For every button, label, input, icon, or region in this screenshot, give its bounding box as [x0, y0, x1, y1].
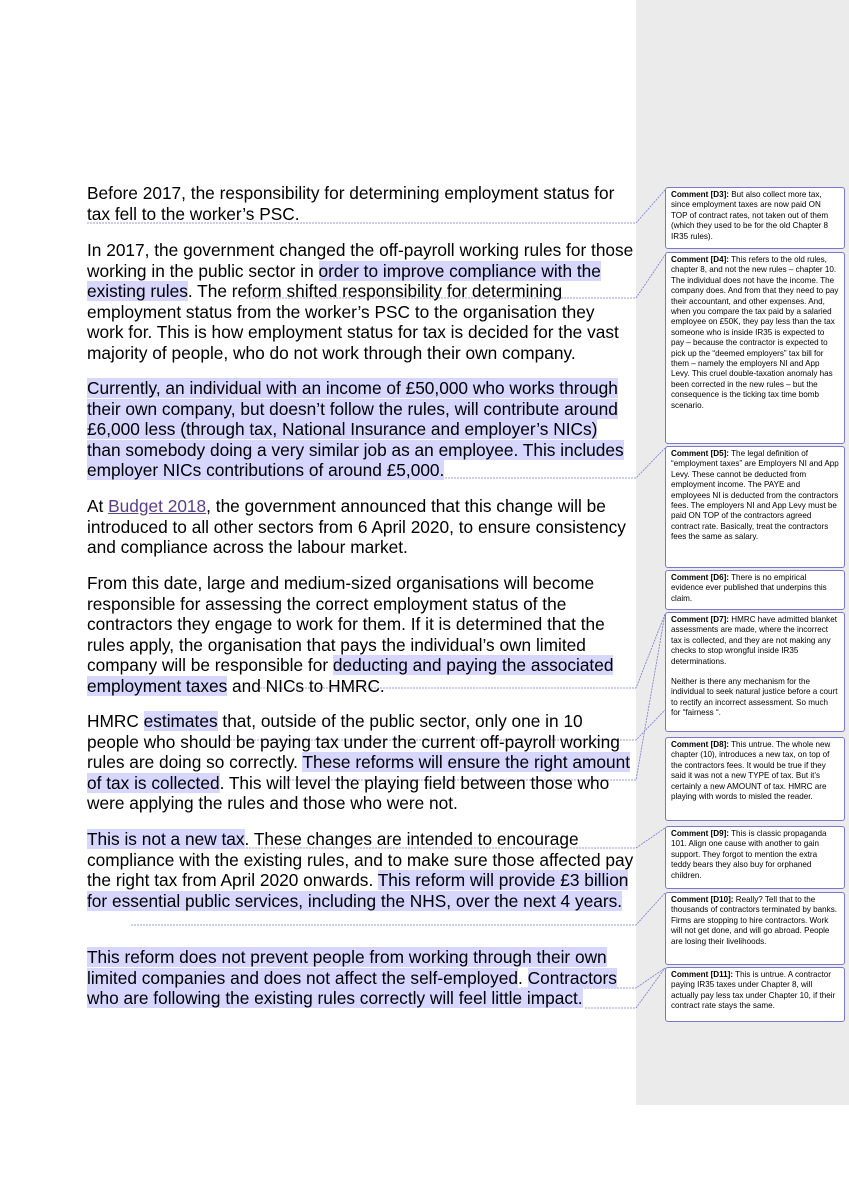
comment-d6-label: Comment [D6]:: [671, 573, 730, 582]
paragraph-5-text-a: From this date, large and medium-sized organisations will become responsible for assessing the correct employment status of the contractors they engage to work for them. If it is determined that the rules apply, the organisation that pays the individual’s own limited company will be responsible for: [87, 573, 605, 675]
paragraph-5-text-c: and NICs to HMRC.: [227, 675, 385, 696]
comment-d9-label: Comment [D9]:: [671, 829, 730, 838]
comment-d8[interactable]: [665, 737, 845, 821]
paragraph-2-highlight[interactable]: order to improve compliance with the existing rules: [87, 260, 601, 301]
comment-d11[interactable]: [665, 967, 845, 1022]
paragraph-1-text: Before 2017, the responsibility for determining employment status for tax fell to the worker’s PSC.: [87, 183, 615, 224]
comment-d6[interactable]: [665, 570, 845, 610]
paragraph-5-highlight[interactable]: deducting and paying the associated employment taxes: [87, 655, 614, 696]
paragraph-6-text-e: . This will level the playing field between those who were applying the rules and those who were not.: [87, 772, 610, 813]
comment-d6-text: There is no empirical evidence ever published that underpins this claim.: [671, 573, 827, 603]
comment-d5[interactable]: [665, 446, 845, 568]
comment-d9-text: This is classic propaganda 101. Align one cause with another to gain support. They forgot to mention the extra teddy bears they also buy for orphaned children.: [671, 829, 827, 880]
paragraph-7-text-b: . These changes are intended to encourage compliance with the existing rules, and to make sure those affected pay the right tax from April 2020 onwards.: [87, 829, 634, 890]
paragraph-8-highlight-contractors[interactable]: Contractors who are following the existing rules correctly will feel little impact.: [87, 967, 617, 1008]
paragraph-6: [87, 711, 635, 814]
paragraph-7-highlight-not-new-tax[interactable]: This is not a new tax: [87, 829, 245, 849]
comment-d4-text: This refers to the old rules, chapter 8, and not the new rules – chapter 10. The individual does not have the income. The company does. And from that they need to pay their accountant, and other expenses. And, when you compare the tax paid by a salaried employee on £50K, they pay less than the tax someone who is inside IR35 is expected to pay – because the contractor is expected to pick up the “deemed employers” tax bill for them – namely the employers NI and App Levy. This cruel double-taxation anomaly has been corrected in the new rules – but the consequence is the ticking tax time bomb scenario.: [671, 255, 839, 410]
comment-d3[interactable]: [665, 187, 845, 249]
paragraph-1: [87, 183, 635, 224]
comment-d9[interactable]: [665, 826, 845, 889]
paragraph-2-text-c: . The reform shifted responsibility for determining employment status from the worker’s PSC to the organisation they work for. This is how employment status for tax is decided for the vast majority of people, who do not work through their own company.: [87, 281, 619, 363]
paragraph-4: [87, 496, 635, 558]
paragraph-8-text-b: .: [518, 967, 528, 988]
comment-d3-text: But also collect more tax, since employment taxes are now paid ON TOP of contract rates, not taken out of them (which they used to be for the old Chapter 8 IR35 rules).: [671, 190, 829, 241]
comment-d4[interactable]: [665, 252, 845, 444]
comment-d3-label: Comment [D3]:: [671, 190, 730, 199]
comment-d4-label: Comment [D4]:: [671, 255, 730, 264]
paragraph-4-text-c: , the government announced that this change will be introduced to all other sectors from 6 April 2020, to ensure consistency and compliance across the labour market.: [87, 496, 626, 557]
paragraph-4-text-a: At: [87, 496, 109, 516]
budget-2018-link[interactable]: Budget 2018: [108, 496, 207, 516]
paragraph-8-highlight-self-employed[interactable]: This reform does not prevent people from working through their own limited companies and does not affect the self-employed: [87, 947, 607, 988]
comment-d11-text: This is untrue. A contractor paying IR35 taxes under Chapter 8, will actually pay less tax under Chapter 10, if their contract rate stays the same.: [671, 970, 836, 1011]
comment-d5-label: Comment [D5]:: [671, 449, 730, 458]
paragraph-6-text-a: HMRC: [87, 711, 144, 731]
paragraph-5: [87, 573, 635, 696]
paragraph-3-highlight[interactable]: Currently, an individual with an income of £50,000 who works through their own company, but doesn’t follow the rules, will contribute around £6,000 less (through tax, National Insurance and employer’s NICs) than somebody doing a very similar job as an employee. This includes employer NICs contributions of around £5,000.: [87, 378, 624, 480]
paragraph-8: [87, 947, 635, 1009]
comment-d7[interactable]: [665, 612, 845, 732]
comment-d7-text-2: Neither is there any mechanism for the individual to seek natural justice before a court to rectify an incorrect assessment. So much for “fairness “.: [671, 677, 838, 718]
comment-d8-text: This untrue. The whole new chapter (10), introduces a new tax, on top of the contractors fees. It would be true if they said it was not a new TYPE of tax. But it’s certainly a new AMOUNT of tax. HMRC are playing with words to misled the reader.: [671, 740, 831, 802]
paragraph-6-highlight-estimates[interactable]: estimates: [143, 711, 218, 731]
comment-d10[interactable]: [665, 892, 845, 965]
comment-d11-label: Comment [D11]:: [671, 970, 734, 979]
paragraph-6-text-c: that, outside of the public sector, only one in 10 people who should be paying tax under the current off-payroll working rules are doing so correctly.: [87, 711, 620, 772]
paragraph-7: [87, 829, 635, 911]
paragraph-3: [87, 378, 635, 481]
paragraph-6-highlight-reforms[interactable]: These reforms will ensure the right amount of tax is collected: [87, 752, 631, 793]
paragraph-7-highlight-3-billion[interactable]: This reform will provide £3 billion for essential public services, including the NHS, over the next 4 years.: [87, 870, 629, 911]
comment-d7-label: Comment [D7]:: [671, 615, 730, 624]
comment-d10-label: Comment [D10]:: [671, 895, 734, 904]
comment-d7-text: HMRC have admitted blanket assessments are made, where the incorrect tax is collected, and they are not making any checks to stop wrongful inside IR35 determinations.: [671, 615, 837, 666]
comment-d8-label: Comment [D8]:: [671, 740, 730, 749]
comment-d10-text: Really? Tell that to the thousands of contractors terminated by banks. Firms are stopping to hire contractors. Work will not get done, and will go abroad. People are losing their livelihoods.: [671, 895, 838, 946]
paragraph-2-text-a: In 2017, the government changed the off-payroll working rules for those working in the public sector in: [87, 240, 634, 281]
paragraph-2: [87, 240, 635, 363]
comment-d5-text: The legal definition of “employment taxes” are Employers NI and App Levy. These cannot be deducted from employment income. The PAYE and employees NI is deducted from the contractors fees. The employers NI and App Levy must be paid ON TOP of the contractors agreed contract rate. Basically, treat the contractors fees the same as salary.: [671, 449, 839, 542]
